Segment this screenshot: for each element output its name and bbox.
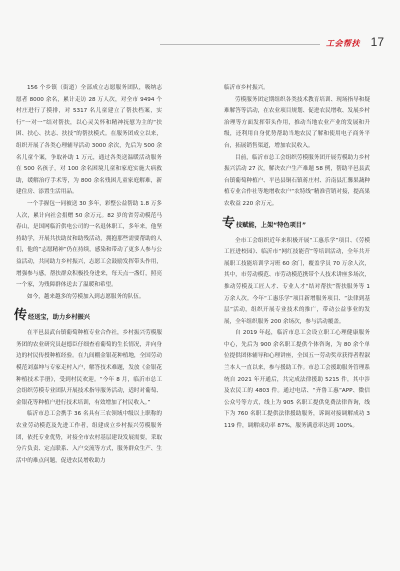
body-paragraph: 自 2019 年起，临沂市总工会设立职工心理健康服务中心，先后为 900 余名职工提供个体咨询，为 80 余个单位提供团体辅导和心理讲座，全国五一劳动奖章获得者程淑兰本人一直以来，参与援助工作。市总工会援助服务管理系统自 2021 年开通后，共完成法律援助 5215 件，其中涉及农民工的 4803 件。通过电话、“齐鲁工惠”APP、微信公众号等方式，线上为 905 名职工提供免费法律咨询，线下为 760 名职工提供法律援助服务，诉调对接调解成功 3119 件，调解成功率 87%，服务满意率达到 100%。 [224, 330, 370, 430]
body-paragraph: 一个手握包一同被送 30 多年，彩整公益帮助 1.8 万多人次，累计向社会捐赠 50 余万元。82 岁的省劳动模范马春山，是国网临沂供电公司的一名退休职工，多年来，他坚持助学，开展共扶助贫和助残活动，拥抱那些需要帮助的人们，他的“志愿精神”仍在持续，感染和带动了更多人参与公益活动，共同助力乡村振兴，志愿工会鼓励发挥带头作用，增强参与感，帮扶群众积极投身进来，每天点一盏灯，照亮一个家，为残障群体送去了温暖和希望。 [16, 200, 163, 289]
body-paragraph: 临沂市乡村振兴。 [224, 85, 269, 91]
section-brand-label: 工会帮扶 [326, 39, 360, 48]
body-paragraph: 如今，越来越多的劳模加入到志愿服务的队伍。 [27, 293, 145, 300]
header-rule [160, 44, 320, 45]
body-paragraph: 临沂市总工会携手 36 名具有三农领域中级以上职称的农业劳动模范及先进工作者，组建成立乡村振兴劳模服务团，依托专业优势，对接全市农村基层建设发展需要，采取分片负责、定点联系、入户交流等方式，服务群众生产、生活中的难点问题，促进农民增收助力 [16, 411, 162, 464]
section-heading-text: 经送宝，助力乡村振兴 [28, 314, 90, 322]
page-number: 17 [370, 35, 384, 49]
section-heading [222, 217, 370, 231]
body-paragraph: 156 个乡镇（街道）全部成立志愿服务团队，吸纳志愿者 8000 余名，累计走访 28 万人次，对全市 9494 个村庄进行了摸排，对 5317 名儿童建立了帮扶档案，实行“一对一”结对帮扶，以心灵关怀和精神抚慰为主的“扶困、扶心、扶志、扶技”的帮扶模式。在服务团成立以来，组织开展了各类心理辅导活动 3000 余次，先后为 500 余名儿童个案，争取补助 1 万元，通过各类送温暖活动服务在 500 名孩子，对 100 余名困境儿童和家庭实施大病救助，缓解治疗手术等，为 800 余名残困儿童家庭解难，新建住房、添置生活用品。 [16, 85, 162, 196]
left-article-column [16, 83, 162, 553]
body-paragraph: 在平邑县武台镇葡萄种植专业合作社，乡村振兴劳模服务团的农业研究员赵德臣仔细查看葡萄的生长情况，并向身边的村民传授种植经验。在九间棚金银花种植地，全国劳动模范刘嘉坤与专家走村入户，解答技术难题，发放《金银花种植技术手册》，受到村民欢迎。“今年 8 月，临沂市总工会组织劳模专业团队开展技术指导服务活动，适时对葡萄、金银花等种植户进行技术培训，有效增加了村民收入。” [16, 330, 162, 406]
right-article-column [224, 83, 370, 533]
section-heading-text: 技赋能，上架“特色项目” [236, 221, 307, 229]
body-paragraph: 劳模服务团定期组织各类技术教育培训、现场指导和疑难解答等活动，在农业项目规划、促进农民增收、发展乡村治理等方面发挥带头作用，推动当地农业产业的发展和升级，还利用自身优势帮助当地农民了解和使用电子商务平台，拓展销售渠道，增加农民收入。 [224, 96, 370, 149]
page-header [0, 0, 400, 70]
body-paragraph: 目前，临沂市总工会组织劳模服务团开展劳模助力乡村振兴活动 27 次，解决农户生产难题 58 例，帮助平邑县武台镇葡萄种植户、平邑县铜石镇蒋庄村、沂南县汇馨果蔬种植专业合作社等地增收农户“农特线”精准营销对接，提高果农收益 220 余万元。 [224, 154, 370, 207]
section-heading-initial: 专 [222, 215, 236, 231]
section-heading-initial: 传 [14, 308, 28, 324]
body-paragraph: 全市工会组织近年来积极开展“工惠乐学”项目、《劳模工匠进校园》、临沂市“网红技能营”等培训活动，全年共开展职工技能培训学习班 60 余门，覆盖学员 70 万余人次，其中，市劳动模范、市劳动模范携带个人技术讲座多场次，推动劳模及工匠人才、专业人才“结对帮扶”帮扶服务等 1 万余人次。今年“工惠乐学”项目新增服务项目、“法律到基层”活动，组织开展专业技术的推广，带动公益事业的发展，全年组织服务 200 余场次，参与活动覆盖。 [224, 237, 370, 325]
section-heading [14, 309, 162, 323]
